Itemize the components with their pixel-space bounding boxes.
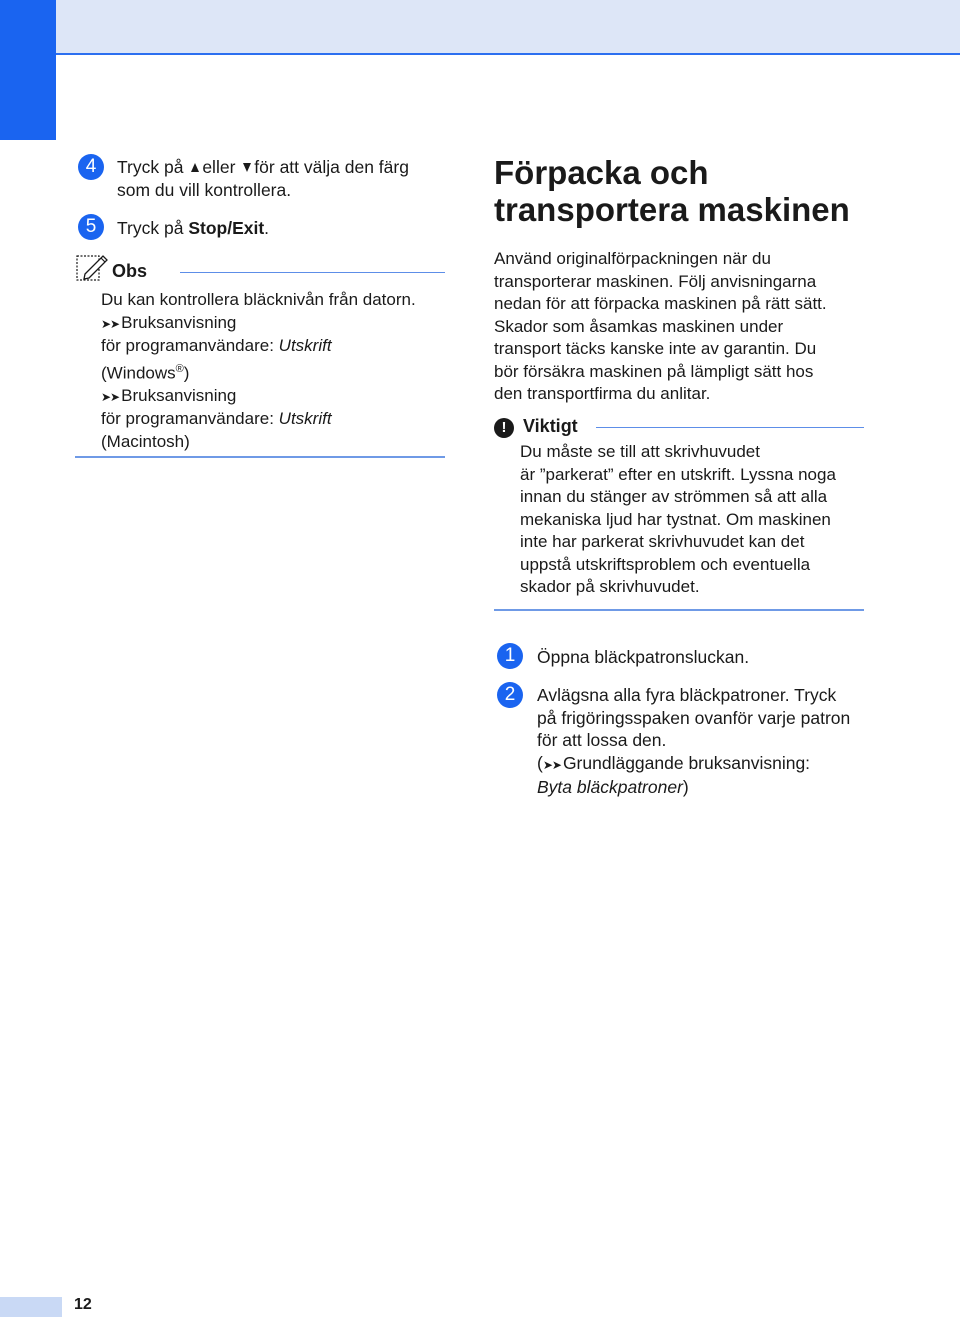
step-line: ) — [682, 777, 689, 797]
important-line: uppstå utskriftsproblem och eventuella — [520, 554, 811, 574]
section-heading — [494, 154, 850, 228]
note-body — [101, 289, 451, 453]
step-number: 2 — [504, 684, 516, 705]
note-line: Bruksanvisning — [121, 385, 237, 405]
heading-line: transportera maskinen — [494, 191, 850, 228]
step-2-text — [537, 684, 897, 799]
warning-icon — [494, 418, 514, 438]
up-arrow-icon — [191, 163, 199, 172]
step-text-part: eller — [202, 157, 236, 177]
step-line: Avlägsna alla fyra bläckpatroner. Tryck — [537, 685, 837, 705]
important-line: är ”parkerat” efter en utskrift. Lyssna noga — [520, 464, 836, 484]
step-number-badge — [78, 154, 104, 180]
paragraph-line: transport täcks kanske inte av garantin. Du — [494, 339, 817, 358]
step-number-badge — [78, 214, 104, 240]
step-number: 5 — [85, 216, 97, 237]
step-text-part: som du vill kontrollera. — [117, 179, 292, 200]
note-line: för programanvändare: — [101, 409, 274, 429]
paragraph-line: Använd originalförpackningen när du — [494, 249, 771, 268]
note-rule-top — [180, 272, 445, 273]
note-line: Du kan kontrollera bläcknivån från datorn. — [101, 290, 416, 309]
step-1-text — [537, 646, 749, 669]
important-line: Du måste se till att skrivhuvudet — [520, 442, 760, 461]
step-line: Grundläggande bruksanvisning: — [562, 752, 811, 773]
step-number-badge — [497, 682, 523, 708]
warning-glyph: ! — [501, 419, 507, 436]
note-title: Obs — [112, 261, 148, 281]
step-line: för att lossa den. — [537, 730, 667, 750]
step-text-part: för att välja den färg — [254, 157, 409, 177]
important-title: Viktigt — [523, 416, 578, 436]
section-paragraph — [494, 248, 874, 406]
note-line: (Windows — [101, 363, 176, 383]
step-line: ( — [537, 752, 543, 773]
important-line: inte har parkerat skrivhuvudet kan det — [520, 532, 805, 551]
step-text-part: Tryck på — [117, 218, 184, 238]
note-italic-ref: Utskrift — [278, 409, 332, 429]
page-number-bar — [0, 1297, 62, 1317]
important-rule-top — [596, 427, 864, 428]
note-line: för programanvändare: — [101, 336, 274, 355]
step-number: 4 — [85, 156, 97, 177]
important-rule-bottom — [494, 609, 864, 611]
registered-mark: ® — [175, 362, 184, 375]
page-number: 12 — [74, 1296, 92, 1313]
step-4-text — [117, 156, 457, 201]
chapter-tab — [0, 0, 56, 140]
note-line: ) — [183, 363, 190, 383]
step-italic-ref: Byta bläckpatroner — [537, 777, 683, 797]
step-number: 1 — [504, 645, 516, 666]
double-arrow-icon: ➤➤ — [542, 757, 561, 772]
step-text-part: Tryck på — [117, 157, 184, 177]
paragraph-line: Skador som åsamkas maskinen under — [494, 316, 784, 336]
paragraph-line: nedan för att förpacka maskinen på rätt sätt. — [494, 294, 827, 313]
note-line: Bruksanvisning — [121, 312, 237, 332]
paragraph-line: den transportfirma du anlitar. — [494, 384, 711, 403]
stop-exit-key: Stop/Exit — [188, 218, 265, 238]
step-5-text — [117, 217, 269, 240]
down-arrow-icon — [243, 163, 251, 172]
important-body — [520, 441, 880, 599]
step-text-part: . — [264, 218, 270, 238]
step-number-badge — [497, 643, 523, 669]
important-line: mekaniska ljud har tystnat. Om maskinen — [520, 509, 831, 529]
note-line: (Macintosh) — [101, 431, 190, 451]
header-band — [56, 0, 960, 55]
step-line: Öppna bläckpatronsluckan. — [537, 647, 750, 667]
paragraph-line: transporterar maskinen. Följ anvisningarna — [494, 271, 817, 291]
double-arrow-icon: ➤➤ — [101, 316, 120, 331]
step-line: på frigöringsspaken ovanför varje patron — [537, 707, 851, 728]
important-line: innan du stänger av strömmen så att alla — [520, 487, 828, 506]
double-arrow-icon: ➤➤ — [101, 389, 120, 404]
note-pencil-icon — [75, 252, 109, 282]
paragraph-line: bör försäkra maskinen på lämpligt sätt hos — [494, 361, 814, 381]
important-line: skador på skrivhuvudet. — [520, 577, 700, 596]
heading-line: Förpacka och — [494, 154, 709, 191]
note-rule-bottom — [75, 456, 445, 458]
note-italic-ref: Utskrift — [278, 336, 332, 355]
